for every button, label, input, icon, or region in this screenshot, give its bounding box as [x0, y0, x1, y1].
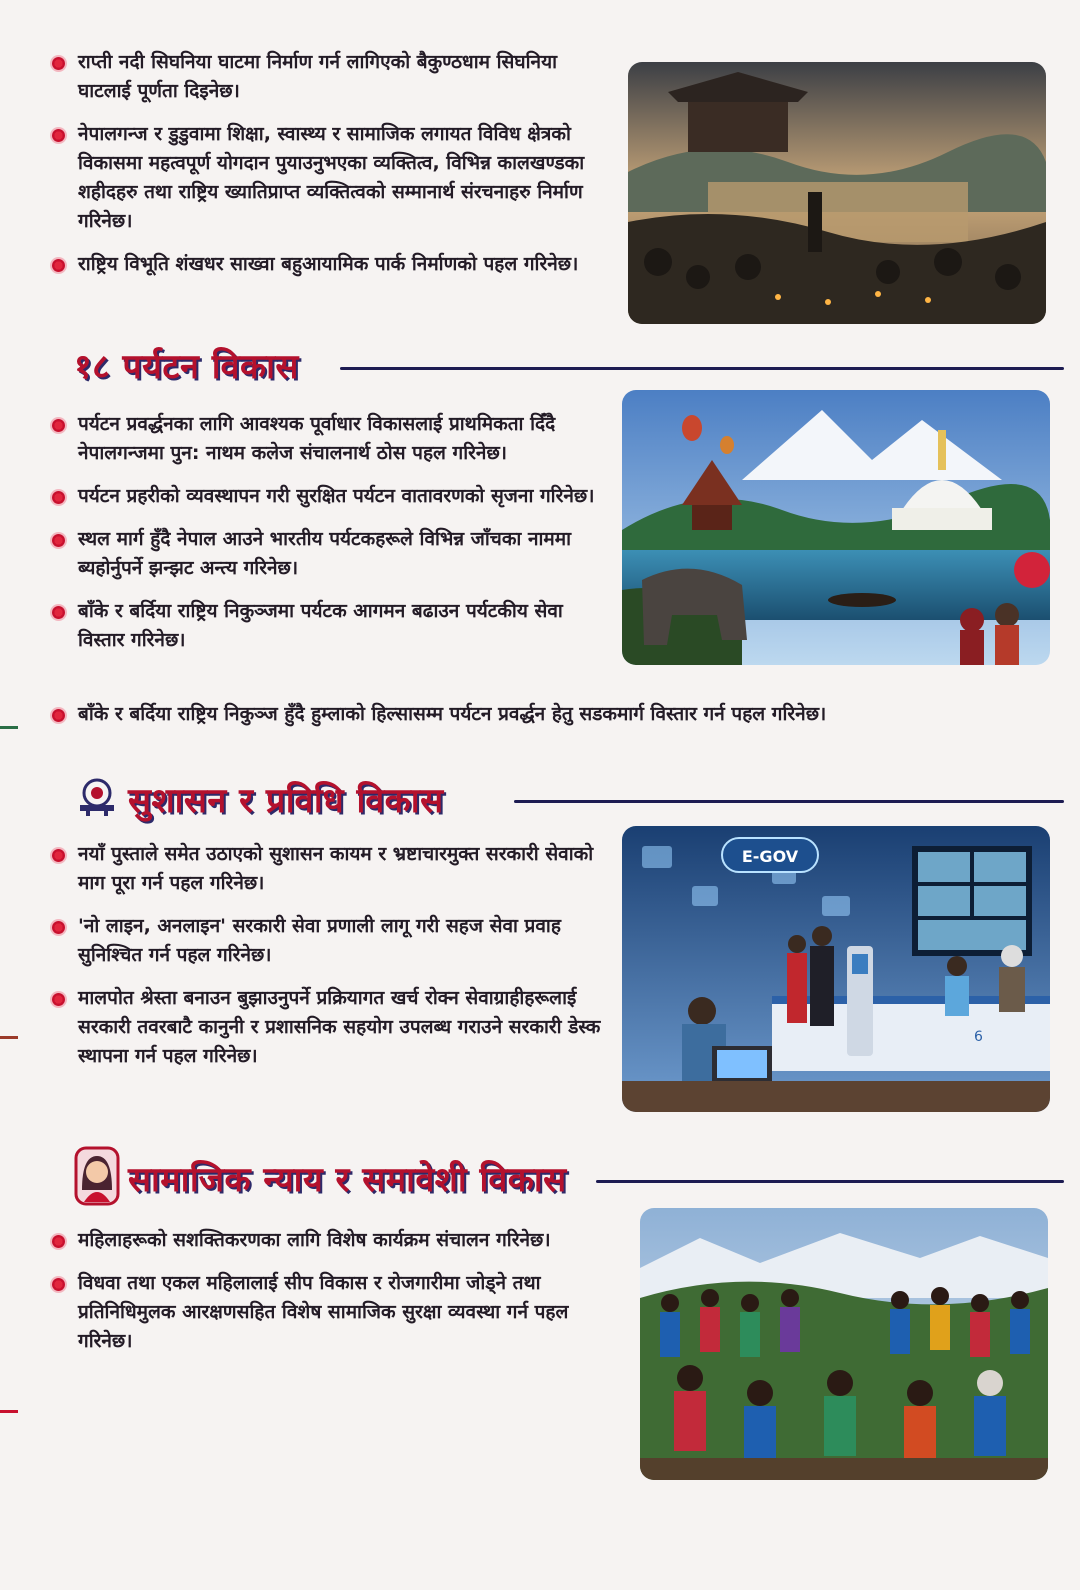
section-title: सामाजिक न्याय र समावेशी विकास — [128, 1160, 567, 1200]
list-item — [52, 525, 598, 583]
list-item-text: महिलाहरूको सशक्तिकरणका लागि विशेष कार्यक्रम संचालन गरिनेछ। — [78, 1229, 551, 1251]
egov-photo — [622, 826, 1050, 1112]
list-item-text: पर्यटन प्रवर्द्धनका लागि आवश्यक पूर्वाधार विकासलाई प्राथमिकता दिँदै नेपालगन्जमा पुन: नाथम कलेज संचालनार्थ ठोस पहल गरिनेछ। — [78, 413, 556, 464]
bullet-dot-icon — [52, 606, 65, 619]
bullet-dot-icon — [52, 1278, 65, 1291]
bullet-dot-icon — [52, 57, 65, 70]
list-item-text: राष्ट्रिय विभूति शंखधर साख्वा बहुआयामिक पार्क निर्माणको पहल गरिनेछ। — [78, 253, 579, 275]
tourism-list — [52, 410, 598, 655]
list-item — [52, 482, 598, 511]
bullet-dot-icon — [52, 993, 65, 1006]
governance-emblem-icon — [74, 777, 120, 821]
ghat-photo — [628, 62, 1046, 324]
bullet-dot-icon — [52, 1235, 65, 1248]
list-item-text: राप्ती नदी सिघनिया घाटमा निर्माण गर्न लागिएको बैकुण्ठधाम सिघनिया घाटलाई पूर्णता दिइनेछ। — [78, 51, 558, 102]
list-item — [52, 1226, 604, 1255]
list-item — [52, 700, 1052, 729]
list-item-text: 'नो लाइन, अनलाइन' सरकारी सेवा प्रणाली लागू गरी सहज सेवा प्रवाह सुनिश्चित गर्न पहल गरिनेछ। — [78, 915, 561, 966]
bullet-dot-icon — [52, 849, 65, 862]
list-item — [52, 48, 592, 106]
bullet-dot-icon — [52, 709, 65, 722]
social-list — [52, 1226, 604, 1356]
section-divider — [340, 367, 1064, 370]
bullet-dot-icon — [52, 419, 65, 432]
list-item — [52, 840, 604, 898]
social-heading — [74, 1146, 567, 1210]
list-item — [52, 410, 598, 468]
section-number: १८ — [74, 347, 111, 387]
list-item-text: नयाँ पुस्ताले समेत उठाएको सुशासन कायम र भ्रष्टाचारमुक्त सरकारी सेवाको माग पूरा गर्न पहल गरिनेछ। — [78, 843, 594, 894]
governance-list — [52, 840, 604, 1071]
bullet-dot-icon — [52, 129, 65, 142]
woman-avatar-icon — [74, 1146, 120, 1210]
list-item-text: बाँके र बर्दिया राष्ट्रिय निकुञ्ज हुँदै हुम्लाको हिल्सासम्म पर्यटन प्रवर्द्धन हेतु सडकमार्ग विस्तार गर्न पहल गरिनेछ। — [78, 703, 827, 725]
section-divider — [596, 1180, 1064, 1183]
list-item-text: बाँके र बर्दिया राष्ट्रिय निकुञ्जमा पर्यटक आगमन बढाउन पर्यटकीय सेवा विस्तार गरिनेछ। — [78, 600, 563, 651]
bullet-dot-icon — [52, 491, 65, 504]
list-item-text: पर्यटन प्रहरीको व्यवस्थापन गरी सुरक्षित पर्यटन वातावरणको सृजना गरिनेछ। — [78, 485, 595, 507]
list-item — [52, 984, 604, 1071]
bullet-dot-icon — [52, 534, 65, 547]
list-item-text: मालपोत श्रेस्ता बनाउन बुझाउनुपर्ने प्रक्रियागत खर्च रोक्न सेवाग्राहीहरूलाई सरकारी तवरबाटै कानुनी र प्रशासनिक सहयोग उपलब्ध गराउने सरकारी डेस्क स्थापना गर्न पहल गरिनेछ। — [78, 987, 601, 1067]
bullet-dot-icon — [52, 921, 65, 934]
counter-number: 6 — [974, 1029, 983, 1045]
list-item-text: विधवा तथा एकल महिलालाई सीप विकास र रोजगारीमा जोड्ने तथा प्रतिनिधिमुलक आरक्षणसहित विशेष सामाजिक सुरक्षा व्यवस्था गर्न पहल गरिनेछ। — [78, 1272, 569, 1352]
list-item-text: नेपालगन्ज र डुडुवामा शिक्षा, स्वास्थ्य र सामाजिक लगायत विविध क्षेत्रको विकासमा महत्वपूर्ण योगदान पुयाउनुभएका व्यक्तित्व, विभिन्न कालखण्डका शहीदहरु तथा राष्ट्रिय ख्यातिप्राप्त व्यक्तित्वको सम्मानार्थ संरचनाहरु निर्माण गरिनेछ। — [78, 123, 585, 232]
list-item — [52, 1269, 604, 1356]
list-item — [52, 120, 592, 236]
tourism-wide-list — [52, 700, 1052, 729]
section-title: सुशासन र प्रविधि विकास — [128, 781, 444, 821]
edge-mark — [0, 1036, 18, 1039]
list-item — [52, 250, 592, 279]
tourism-photo — [622, 390, 1050, 665]
edge-mark — [0, 726, 18, 729]
governance-heading — [74, 776, 444, 822]
section-divider — [514, 800, 1064, 803]
intro-list — [52, 48, 592, 279]
list-item — [52, 912, 604, 970]
bullet-dot-icon — [52, 259, 65, 272]
women-group-photo — [640, 1208, 1048, 1480]
list-item — [52, 597, 598, 655]
egov-sign-text: E-GOV — [741, 847, 799, 866]
tourism-heading — [74, 342, 299, 388]
edge-mark — [0, 1410, 18, 1413]
list-item-text: स्थल मार्ग हुँदै नेपाल आउने भारतीय पर्यटकहरूले विभिन्न जाँचका नाममा ब्यहोर्नुपर्ने झन्झट अन्त्य गरिनेछ। — [78, 528, 572, 579]
section-title: पर्यटन विकास — [122, 347, 299, 387]
